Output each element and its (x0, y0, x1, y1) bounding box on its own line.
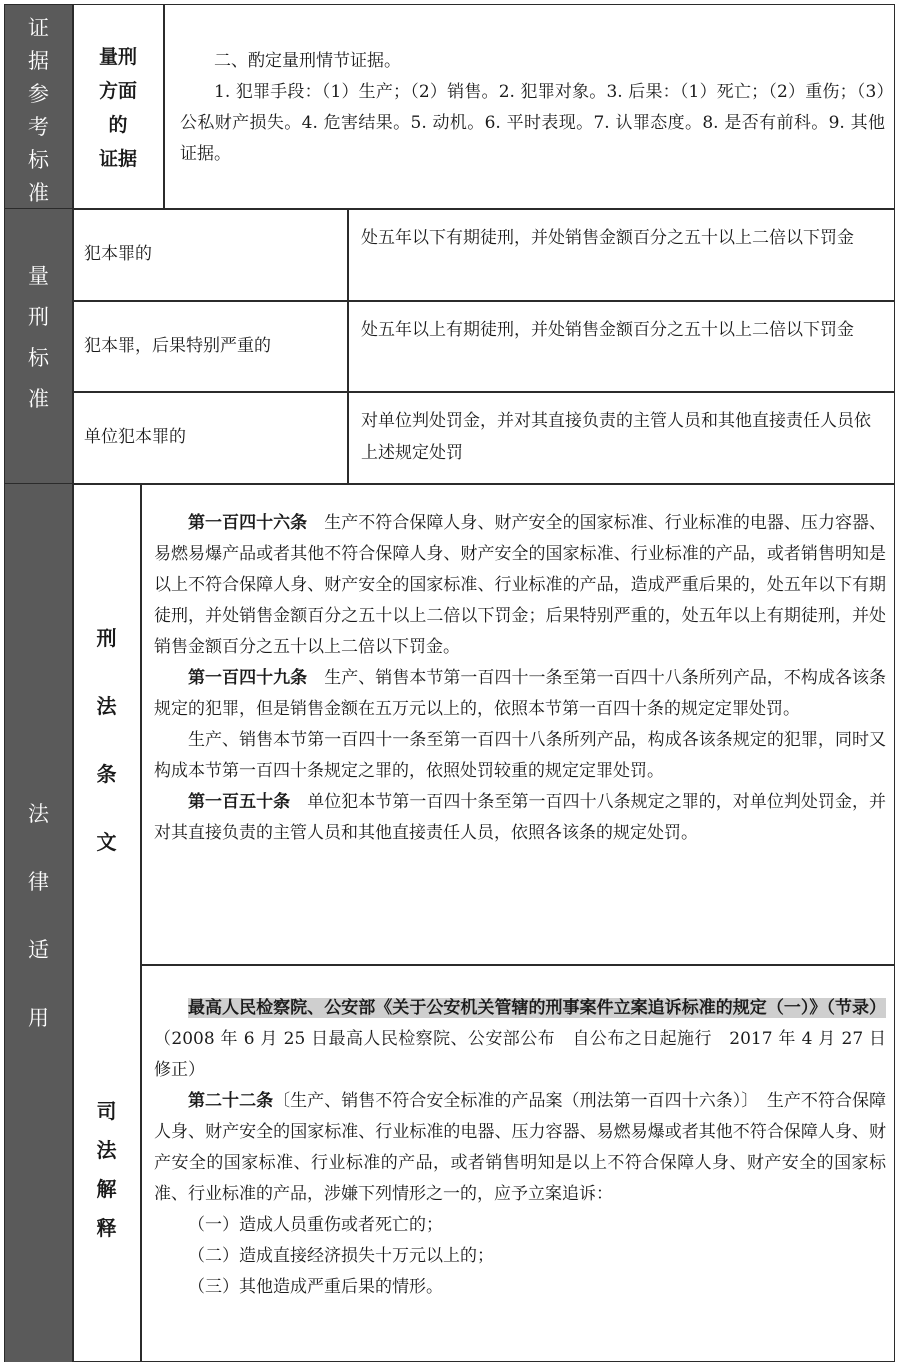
judicial-interpretation-text (154, 993, 886, 1303)
article-149: 第一百四十九条 生产、销售本节第一百四十一条至第一百四十八条所列产品，不构成各该条规定的犯罪，但是销售金额在五万元以上的，依照本节第一百四十条的规定定罪处罚。 (154, 668, 887, 719)
sentencing-row-condition: 犯本罪，后果特别严重的 (84, 336, 271, 356)
criminal-law-articles (154, 508, 886, 849)
article-22: 第二十二条〔生产、销售不符合安全标准的产品案（刑法第一百四十六条）〕 生产不符合保障人身、财产安全的国家标准、行业标准的电器、压力容器、易燃易爆或者其他不符合保障人身、财产安全的国家标准、行业标准的产品，或者销售明知是以上不符合保障人身、财产安全的国家标准、行业标准的产品，涉嫌下列情形之一的，应予立案追诉： (154, 1091, 887, 1204)
regulation-title: 最高人民检察院、公安部《关于公安机关管辖的刑事案件立案追诉标准的规定（一）》（节录） (188, 998, 886, 1018)
article-150: 第一百五十条 单位犯本节第一百四十条至第一百四十八条规定之罪的，对单位判处罚金，并对其直接负责的主管人员和其他直接责任人员，依照各该条的规定处罚。 (154, 792, 887, 843)
article-149-para2: 生产、销售本节第一百四十一条至第一百四十八条所列产品，构成各该条规定的犯罪，同时又构成本节第一百四十条规定之罪的，依照处罚较重的规定定罪处罚。 (154, 730, 886, 781)
criminal-law-label: 刑 法 条 文 (96, 626, 117, 854)
sentencing-row-condition: 单位犯本罪的 (84, 427, 186, 447)
evidence-heading: 二、酌定量刑情节证据。 (214, 51, 401, 71)
evidence-body: 1. 犯罪手段：（1）生产；（2）销售。2. 犯罪对象。3. 后果：（1）死亡；（2）重伤；（3）公私财产损失。4. 危害结果。5. 动机。6. 平时表现。7. 认罪态度。8. 是否有前科。9. 其他证据。 (180, 82, 885, 164)
judicial-interpretation-label: 司 法 解 释 (96, 1099, 117, 1240)
sentencing-row-penalty: 对单位判处罚金，并对其直接负责的主管人员和其他直接责任人员依上述规定处罚 (361, 411, 871, 463)
sentencing-row-condition: 犯本罪的 (84, 244, 152, 264)
sentencing-row-penalty: 处五年以下有期徒刑，并处销售金额百分之五十以上二倍以下罚金 (361, 228, 854, 248)
sentencing-row-penalty: 处五年以上有期徒刑，并处销售金额百分之五十以上二倍以下罚金 (361, 320, 854, 340)
legal-application-label: 法 律 适 用 (28, 802, 49, 1030)
list-item: （三）其他造成严重后果的情形。 (188, 1277, 443, 1297)
article-146: 第一百四十六条 生产不符合保障人身、财产安全的国家标准、行业标准的电器、压力容器、易燃易爆产品或者其他不符合保障人身、财产安全的国家标准、行业标准的产品，或者销售明知是以上不符合保障人身、财产安全的国家标准、行业标准的产品，造成严重后果的，处五年以下有期徒刑，并处销售金额百分之五十以上二倍以下罚金；后果特别严重的，处五年以上有期徒刑，并处销售金额百分之五十以上二倍以下罚金。 (154, 513, 887, 657)
sentencing-standard-label: 量 刑 标 准 (28, 264, 49, 411)
list-item: （一）造成人员重伤或者死亡的； (188, 1215, 443, 1235)
regulation-note: （2008 年 6 月 25 日最高人民检察院、公安部公布 自公布之日起施行 2017 年 4 月 27 日修正） (154, 1029, 886, 1080)
evidence-standard-label: 证 据 参 考 标 准 (28, 16, 49, 205)
list-item: （二）造成直接经济损失十万元以上的； (188, 1246, 494, 1266)
sentencing-evidence-sublabel: 量刑 方面 的 证据 (98, 46, 137, 170)
